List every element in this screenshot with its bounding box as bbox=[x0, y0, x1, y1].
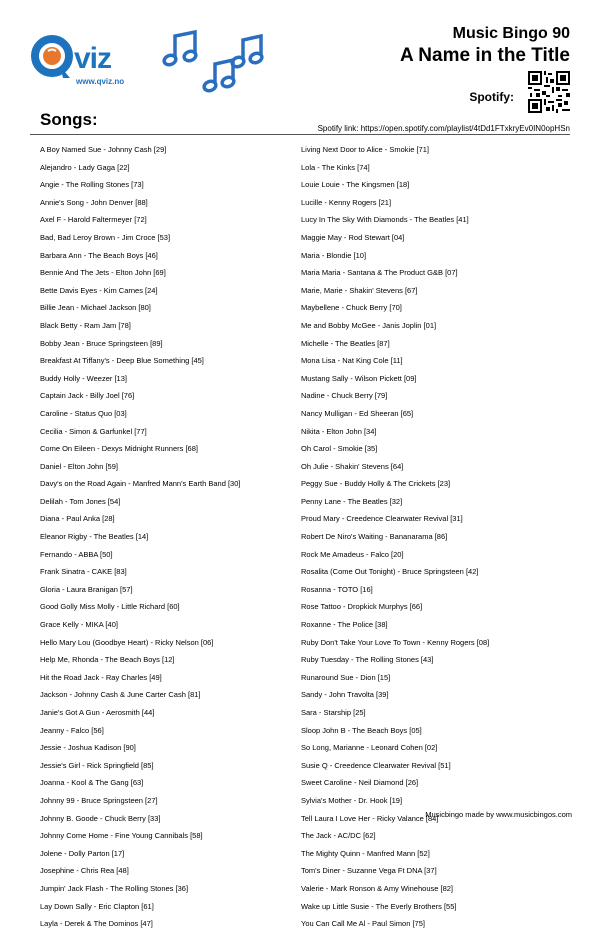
song-list-item: Fernando - ABBA [50] bbox=[40, 549, 113, 559]
song-list-item: Proud Mary - Creedence Clearwater Revival [31] bbox=[301, 514, 463, 524]
song-list-item: Maybellene - Chuck Berry [70] bbox=[301, 303, 402, 313]
song-list-item: Lola - The Kinks [74] bbox=[301, 162, 370, 172]
footer-credit: Musicbingo made by www.musicbingos.com bbox=[425, 810, 572, 819]
song-list-item: Susie Q - Creedence Clearwater Revival [51] bbox=[301, 760, 451, 770]
song-list-item: Grace Kelly - MIKA [40] bbox=[40, 620, 118, 630]
song-list-item: Cecilia - Simon & Garfunkel [77] bbox=[40, 426, 147, 436]
song-list-item: The Jack - AC/DC [62] bbox=[301, 831, 376, 841]
song-list-item: Sandy - John Travolta [39] bbox=[301, 690, 389, 700]
song-list-item: Johnny B. Goode - Chuck Berry [33] bbox=[40, 813, 161, 823]
song-list-item: Ruby Don't Take Your Love To Town - Kenny Rogers [08] bbox=[301, 637, 490, 647]
song-list-item: Barbara Ann - The Beach Boys [46] bbox=[40, 250, 158, 260]
song-list-item: Mustang Sally - Wilson Pickett [09] bbox=[301, 373, 417, 383]
title-block bbox=[400, 24, 570, 68]
song-list-item: Breakfast At Tiffany's - Deep Blue Something [45] bbox=[40, 356, 204, 366]
song-list-item: Nikita - Elton John [34] bbox=[301, 426, 377, 436]
song-list-item: Tom's Diner - Suzanne Vega Ft DNA [37] bbox=[301, 866, 437, 876]
song-list-item: Sylvia's Mother - Dr. Hook [19] bbox=[301, 795, 403, 805]
song-list-item: Rosanna - TOTO [16] bbox=[301, 584, 373, 594]
song-list-item: Lay Down Sally - Eric Clapton [61] bbox=[40, 901, 154, 911]
song-list-item: Maria Maria - Santana & The Product G&B [07] bbox=[301, 268, 458, 278]
song-list-item: Annie's Song - John Denver [88] bbox=[40, 197, 148, 207]
song-list-item: Bobby Jean - Bruce Springsteen [89] bbox=[40, 338, 163, 348]
song-list-item: Sweet Caroline - Neil Diamond [26] bbox=[301, 778, 419, 788]
song-list-item: Living Next Door to Alice - Smokie [71] bbox=[301, 145, 429, 154]
song-list-item: Peggy Sue - Buddy Holly & The Crickets [23] bbox=[301, 479, 451, 489]
song-list-item: Jessie - Joshua Kadison [90] bbox=[40, 743, 136, 753]
song-list-item: Buddy Holly - Weezer [13] bbox=[40, 373, 127, 383]
song-list-item: Billie Jean - Michael Jackson [80] bbox=[40, 303, 151, 313]
songs-column-left bbox=[40, 141, 290, 933]
song-list-item: Joanna - Kool & The Gang [63] bbox=[40, 778, 144, 788]
song-list-item: Jolene - Dolly Parton [17] bbox=[40, 848, 125, 858]
spotify-label: Spotify: bbox=[469, 90, 514, 104]
song-list-item: Sloop John B - The Beach Boys [05] bbox=[301, 725, 422, 735]
song-list-item: Penny Lane - The Beatles [32] bbox=[301, 496, 403, 506]
song-list-item: Eleanor Rigby - The Beatles [14] bbox=[40, 532, 149, 542]
song-list-item: You Can Call Me Al - Paul Simon [75] bbox=[301, 919, 425, 929]
spotify-link[interactable]: Spotify link: https://open.spotify.com/playlist/4tDd1FTxkryEv0IN0opHSn bbox=[317, 124, 570, 133]
song-list-item: Help Me, Rhonda - The Beach Boys [12] bbox=[40, 655, 175, 665]
song-list-item: Jackson - Johnny Cash & June Carter Cash [81] bbox=[40, 690, 201, 700]
song-list-item: Angie - The Rolling Stones [73] bbox=[40, 180, 144, 190]
song-list-item: Bette Davis Eyes - Kim Carnes [24] bbox=[40, 285, 158, 295]
song-list-item: Frank Sinatra - CAKE [83] bbox=[40, 567, 127, 577]
song-list-item: Hit the Road Jack - Ray Charles [49] bbox=[40, 672, 162, 682]
song-list-item: Caroline - Status Quo [03] bbox=[40, 408, 127, 418]
song-list-item: Marie, Marie - Shakin' Stevens [67] bbox=[301, 285, 418, 295]
song-list-item: Bennie And The Jets - Elton John [69] bbox=[40, 268, 166, 278]
song-list-item: Runaround Sue - Dion [15] bbox=[301, 672, 391, 682]
song-list-item: Janie's Got A Gun - Aerosmith [44] bbox=[40, 708, 155, 717]
song-list-item: Daniel - Elton John [59] bbox=[40, 461, 118, 471]
song-list-item: So Long, Marianne - Leonard Cohen [02] bbox=[301, 743, 438, 753]
song-list-item: Johnny 99 - Bruce Springsteen [27] bbox=[40, 795, 158, 805]
song-list-item: Axel F - Harold Faltermeyer [72] bbox=[40, 215, 147, 225]
song-list-item: Gloria - Laura Branigan [57] bbox=[40, 584, 133, 594]
song-list-item: Jeanny - Falco [56] bbox=[40, 725, 104, 735]
song-list-item: Davy's on the Road Again - Manfred Mann's Earth Band [30] bbox=[40, 479, 241, 489]
song-list-item: Rose Tattoo - Dropkick Murphys [66] bbox=[301, 602, 423, 612]
song-list-item: Nancy Mulligan - Ed Sheeran [65] bbox=[301, 408, 414, 418]
music-notes-icon bbox=[158, 28, 266, 90]
song-list-item: Captain Jack - Billy Joel [76] bbox=[40, 391, 135, 401]
song-list-item: Oh Carol - Smokie [35] bbox=[301, 444, 378, 454]
song-list-item: Roxanne - The Police [38] bbox=[301, 620, 388, 630]
song-list-item: Lucille - Kenny Rogers [21] bbox=[301, 197, 392, 207]
song-list-item: Nadine - Chuck Berry [79] bbox=[301, 391, 388, 401]
song-list-item: Alejandro - Lady Gaga [22] bbox=[40, 162, 130, 172]
songs-heading: Songs: bbox=[40, 110, 98, 129]
spotify-qr-code[interactable] bbox=[528, 71, 570, 113]
header-divider bbox=[30, 134, 570, 135]
song-list-item: Johnny Come Home - Fine Young Cannibals [58] bbox=[40, 831, 203, 841]
song-list-item: Layla - Derek & The Dominos [47] bbox=[40, 919, 153, 929]
song-list-item: Hello Mary Lou (Goodbye Heart) - Ricky Nelson [06] bbox=[40, 637, 214, 647]
song-list-item: Bad, Bad Leroy Brown - Jim Croce [53] bbox=[40, 232, 171, 242]
song-list-item: Black Betty - Ram Jam [78] bbox=[40, 320, 131, 330]
song-list-item: Good Golly Miss Molly - Little Richard [60] bbox=[40, 602, 180, 612]
song-list-item: Ruby Tuesday - The Rolling Stones [43] bbox=[301, 655, 434, 665]
song-list-item: Come On Eileen - Dexys Midnight Runners [68] bbox=[40, 444, 198, 454]
song-list-item: Tell Laura I Love Her - Ricky Valance [84] bbox=[301, 813, 439, 823]
song-list-item: Louie Louie - The Kingsmen [18] bbox=[301, 180, 410, 190]
song-list-item: Jumpin' Jack Flash - The Rolling Stones [36] bbox=[40, 883, 189, 893]
song-list-item: Wake up Little Susie - The Everly Brothers [55] bbox=[301, 901, 457, 911]
song-list-item: Rosalita (Come Out Tonight) - Bruce Springsteen [42] bbox=[301, 567, 479, 577]
song-list-item: The Mighty Quinn - Manfred Mann [52] bbox=[301, 848, 430, 858]
song-list-item: Sara - Starship [25] bbox=[301, 708, 366, 717]
song-list-item: A Boy Named Sue - Johnny Cash [29] bbox=[40, 145, 167, 154]
bingo-subtitle: A Name in the Title bbox=[400, 45, 570, 66]
song-list-item: Rock Me Amadeus - Falco [20] bbox=[301, 549, 404, 559]
song-list-item: Lucy In The Sky With Diamonds - The Beatles [41] bbox=[301, 215, 469, 225]
song-list-item: Delilah - Tom Jones [54] bbox=[40, 496, 121, 506]
svg-text:viz: viz bbox=[74, 42, 112, 75]
song-list-item: Me and Bobby McGee - Janis Joplin [01] bbox=[301, 320, 437, 330]
song-list-item: Maria - Blondie [10] bbox=[301, 250, 367, 260]
song-list-item: Michelle - The Beatles [87] bbox=[301, 338, 390, 348]
song-list-item: Oh Julie - Shakin' Stevens [64] bbox=[301, 461, 404, 471]
song-list-item: Maggie May - Rod Stewart [04] bbox=[301, 232, 405, 242]
logo-url: www.qviz.no bbox=[76, 77, 125, 86]
song-list-item: Robert De Niro's Waiting - Bananarama [86] bbox=[301, 532, 448, 542]
song-list-item: Josephine - Chris Rea [48] bbox=[40, 866, 129, 876]
qviz-logo bbox=[30, 28, 150, 94]
bingo-title: Music Bingo 90 bbox=[452, 25, 570, 42]
song-list-item: Diana - Paul Anka [28] bbox=[40, 514, 115, 524]
song-list-item: Valerie - Mark Ronson & Amy Winehouse [82] bbox=[301, 883, 454, 893]
song-list-item: Mona Lisa - Nat King Cole [11] bbox=[301, 356, 403, 366]
song-list-item: Jessie's Girl - Rick Springfield [85] bbox=[40, 760, 154, 770]
